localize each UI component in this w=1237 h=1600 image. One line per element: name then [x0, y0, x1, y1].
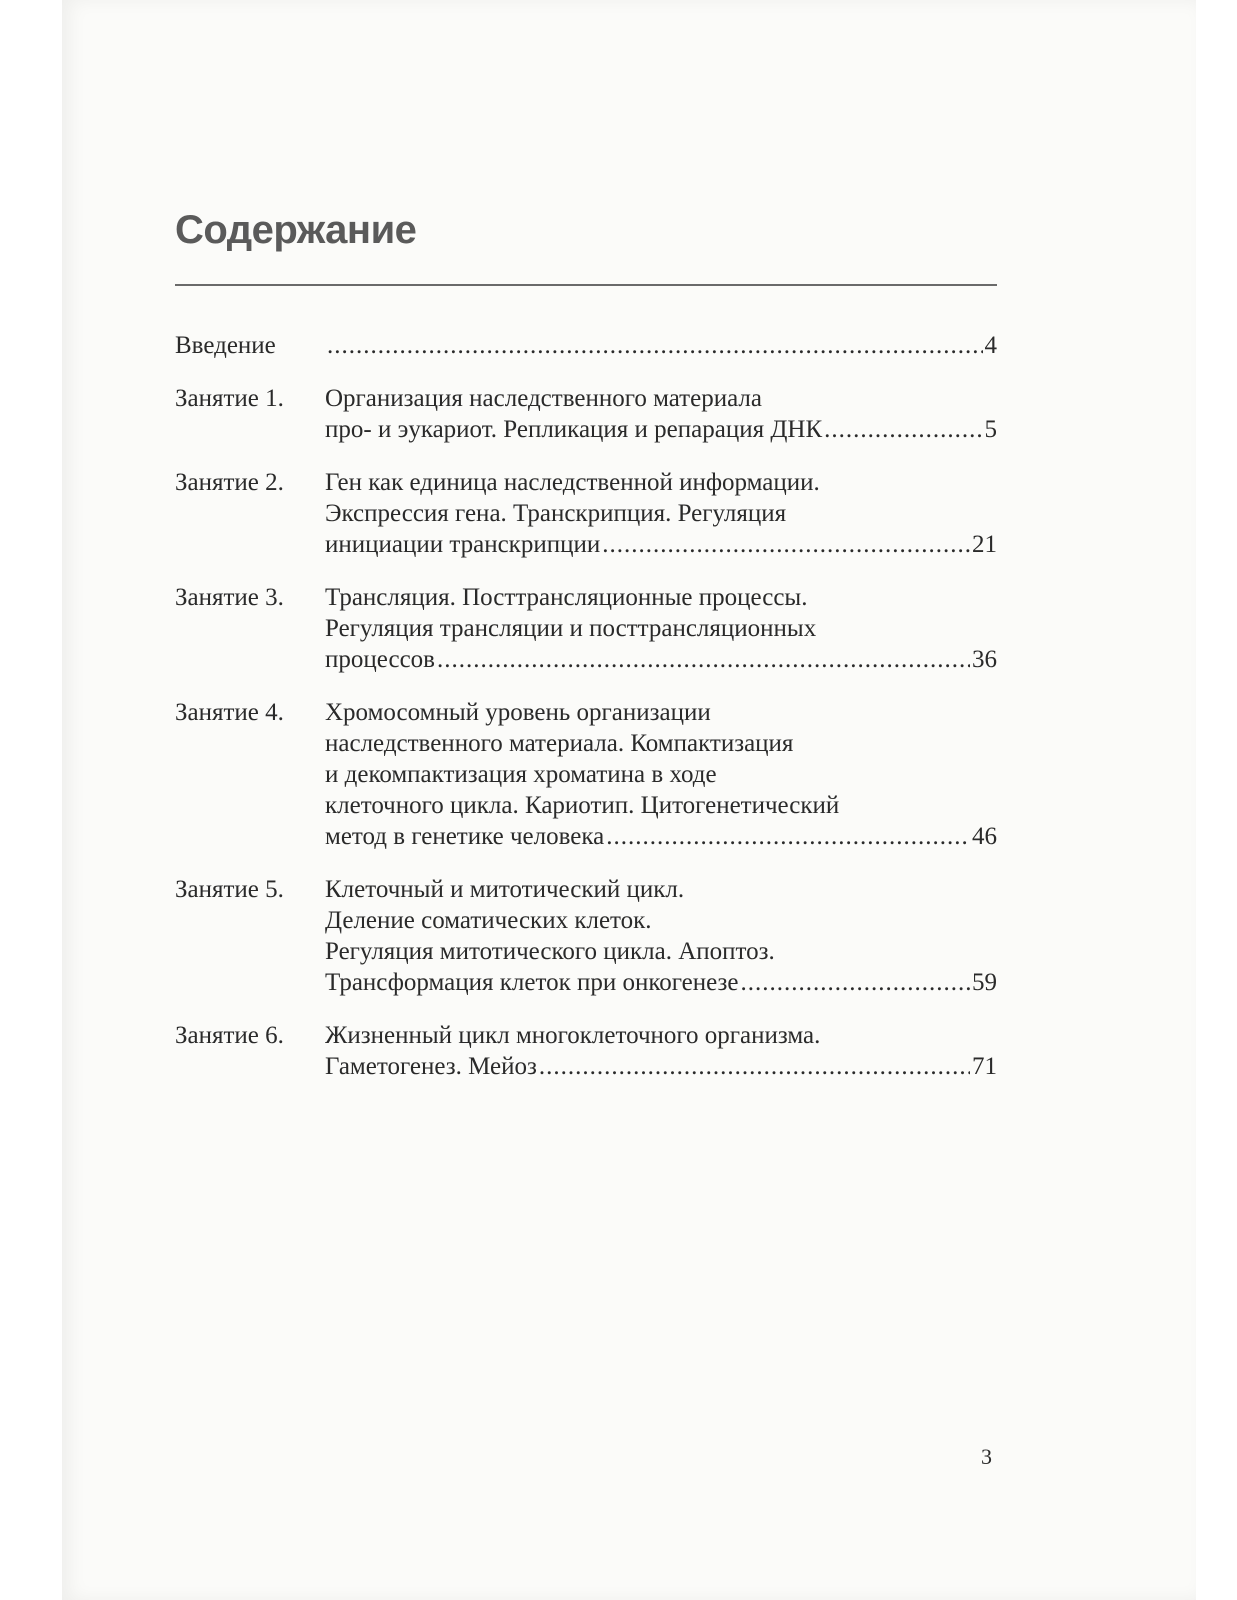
dot-leader [741, 967, 970, 998]
toc-entry-label: Занятие 2. [175, 469, 284, 496]
toc-entry-text: Клеточный и митотический цикл. [325, 876, 685, 903]
toc-entry-label: Занятие 4. [175, 699, 284, 726]
toc-entry-body [325, 383, 997, 445]
toc-entry-text: инициации транскрипции [325, 531, 601, 558]
toc-entry-lesson-3[interactable] [175, 582, 997, 675]
toc-entry-text: Трансформация клеток при онкогенезе [325, 969, 739, 996]
toc-entry-text: Экспрессия гена. Транскрипция. Регуляция [325, 500, 787, 527]
page-number: 3 [981, 1444, 992, 1469]
toc-entry-page: 5 [984, 416, 997, 443]
toc-entry-text: Ген как единица наследственной информации. [325, 469, 820, 496]
toc-entry-text: Регуляция трансляции и посттрансляционных [325, 615, 817, 642]
toc-entry-text: и декомпактизация хроматина в ходе [325, 761, 717, 788]
toc-entry-text: Гаметогенез. Мейоз [325, 1053, 537, 1080]
toc-entry-body [325, 582, 997, 675]
toc-entry-page: 71 [972, 1053, 997, 1080]
dot-leader [539, 1051, 970, 1082]
toc-entry-body [325, 697, 997, 852]
toc-entry-lastline [325, 644, 997, 675]
toc-entry-text: Трансляция. Посттрансляционные процессы. [325, 584, 808, 611]
toc-entry-lastline [325, 414, 997, 445]
toc-entry-text: клеточного цикла. Кариотип. Цитогенетический [325, 792, 840, 819]
toc-entry-text: Хромосомный уровень организации [325, 699, 711, 726]
table-of-contents [175, 330, 997, 1082]
toc-entry-lastline [325, 529, 997, 560]
toc-entry-body [325, 467, 997, 560]
dot-leader [824, 414, 982, 445]
toc-entry-label: Занятие 5. [175, 876, 284, 903]
toc-entry-lastline [325, 967, 997, 998]
toc-entry-body [325, 330, 997, 361]
dot-leader [606, 821, 970, 852]
toc-entry-label: Занятие 6. [175, 1022, 284, 1049]
title-divider [175, 284, 997, 286]
toc-entry-lesson-5[interactable] [175, 874, 997, 998]
toc-entry-text: Организация наследственного материала [325, 385, 762, 412]
toc-entry-label: Занятие 1. [175, 385, 284, 412]
toc-entry-page: 21 [972, 531, 997, 558]
toc-entry-text: процессов [325, 646, 435, 673]
toc-entry-text: наследственного материала. Компактизация [325, 730, 794, 757]
toc-entry-body [325, 874, 997, 998]
dot-leader [437, 644, 970, 675]
dot-leader [602, 529, 970, 560]
page-title: Содержание [175, 208, 417, 252]
toc-entry-lesson-6[interactable] [175, 1020, 997, 1082]
toc-entry-text: Жизненный цикл многоклеточного организма. [325, 1022, 821, 1049]
toc-entry-lastline [325, 821, 997, 852]
toc-entry-lastline [325, 330, 997, 361]
toc-entry-label: Введение [175, 332, 276, 359]
toc-entry-lesson-4[interactable] [175, 697, 997, 852]
toc-entry-page: 46 [972, 823, 997, 850]
toc-entry-label: Занятие 3. [175, 584, 284, 611]
toc-entry-lesson-2[interactable] [175, 467, 997, 560]
toc-entry-page: 4 [984, 332, 997, 359]
toc-entry-lastline [325, 1051, 997, 1082]
toc-entry-text: Деление соматических клеток. [325, 907, 652, 934]
toc-entry-text: Регуляция митотического цикла. Апоптоз. [325, 938, 775, 965]
toc-entry-page: 36 [972, 646, 997, 673]
toc-entry-page: 59 [972, 969, 997, 996]
dot-leader [327, 330, 983, 361]
toc-entry-lesson-1[interactable] [175, 383, 997, 445]
toc-entry-intro[interactable] [175, 330, 997, 361]
toc-entry-body [325, 1020, 997, 1082]
toc-entry-text: про- и эукариот. Репликация и репарация ДНК [325, 416, 823, 443]
toc-entry-text: метод в генетике человека [325, 823, 605, 850]
